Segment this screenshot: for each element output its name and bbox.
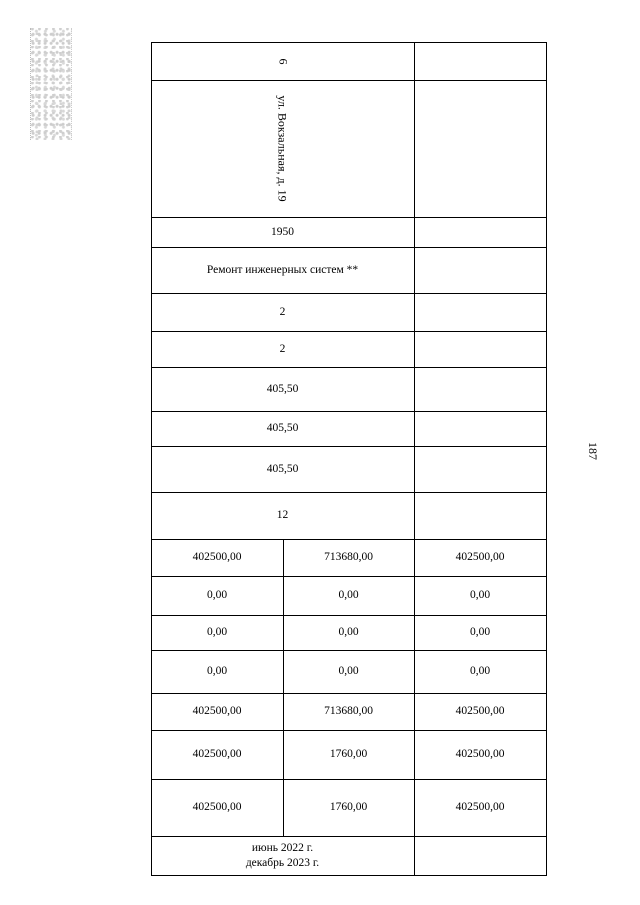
table-cell: 0,00: [338, 665, 359, 678]
table-cell: 0,00: [469, 665, 491, 678]
table-cell: 0,00: [206, 589, 228, 602]
period-end: декабрь 2023 г.: [245, 856, 320, 869]
area-2-cell: [151, 411, 414, 446]
area-2: 405,50: [266, 422, 299, 435]
page-number: [580, 436, 606, 466]
table-cell: 1760,00: [329, 801, 368, 814]
area-1-cell: [151, 367, 414, 411]
page-number-text: 187: [586, 442, 601, 460]
value-a: 2: [279, 305, 286, 318]
count-cell: [151, 492, 414, 539]
table-cell: 0,00: [469, 589, 491, 602]
table-cell: 0,00: [338, 626, 359, 639]
year-cell: [151, 217, 414, 247]
area-1: 405,50: [266, 382, 299, 395]
period-cell: [151, 836, 414, 875]
area-3-cell: [151, 446, 414, 492]
table-cell: 402500,00: [455, 801, 505, 814]
table-cell: 0,00: [206, 626, 228, 639]
period-start: июнь 2022 г.: [251, 842, 314, 855]
table-cell: 402500,00: [455, 551, 505, 564]
stamp-mark: [30, 28, 72, 140]
address: ул. Вокзальная, д. 19: [276, 95, 290, 202]
table-cell: 402500,00: [455, 705, 505, 718]
row-number: 6: [276, 58, 290, 64]
table-cell: 0,00: [338, 589, 359, 602]
value-b-cell: [151, 331, 414, 367]
table-cell: 402500,00: [192, 705, 242, 718]
table-cell: 0,00: [469, 626, 491, 639]
row-number-cell: [151, 42, 414, 80]
area-3: 405,50: [266, 462, 299, 475]
year: 1950: [271, 225, 294, 238]
work-type: Ремонт инженерных систем **: [206, 263, 359, 276]
address-cell: [151, 80, 414, 217]
count: 12: [276, 509, 289, 522]
value-a-cell: [151, 293, 414, 331]
table-cell: 402500,00: [192, 748, 242, 761]
table-cell: 0,00: [206, 665, 228, 678]
table-cell: 402500,00: [192, 551, 242, 564]
table-cell: 1760,00: [329, 748, 368, 761]
value-b: 2: [279, 342, 286, 355]
work-type-cell: [151, 247, 414, 293]
table-cell: 713680,00: [324, 705, 373, 718]
table-cell: 402500,00: [192, 801, 242, 814]
table-cell: 402500,00: [455, 748, 505, 761]
table-cell: 713680,00: [324, 551, 373, 564]
